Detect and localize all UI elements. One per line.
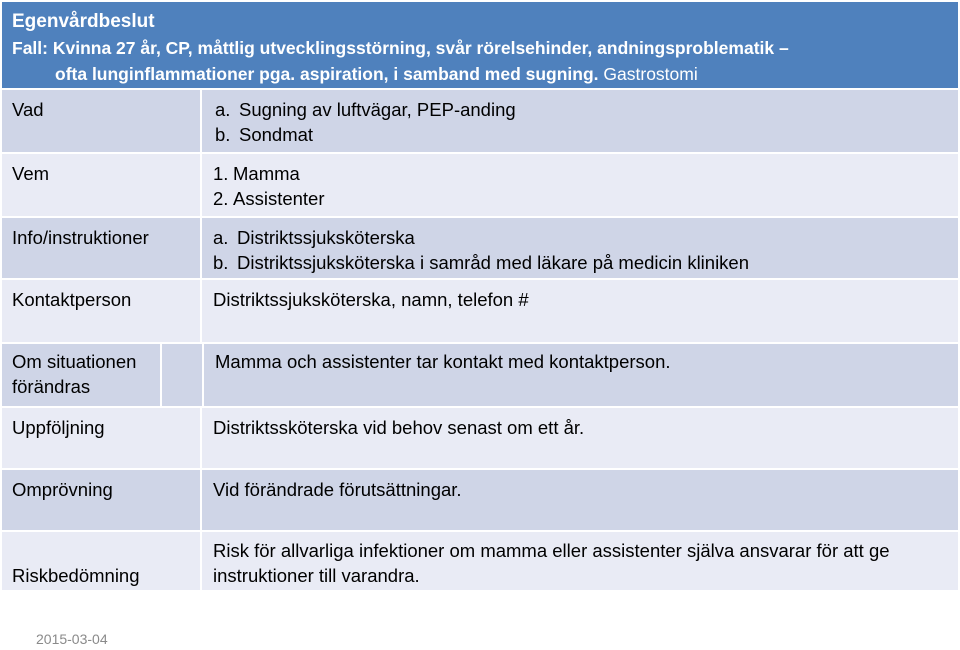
row-label-kontaktperson: Kontaktperson [2,280,202,342]
row-content-info [202,218,958,278]
row-info-instruktioner [2,216,958,278]
row-label-info: Info/instruktioner [2,218,202,278]
case-line-2: ofta lunginflammationer pga. aspiration, i samband med sugning. Gastrostomi [55,64,698,84]
row-label-vem: Vem [2,154,202,216]
row-label-uppfoljning: Uppföljning [2,408,202,468]
row-om-situationen-forandras [2,342,958,406]
row-label-om-situationen: Om situationen förändras [2,344,162,406]
row-uppfoljning [2,406,958,468]
row-content-kontaktperson: Distriktssjuksköterska, namn, telefon # [213,289,529,310]
row-label-vad: Vad [2,90,202,152]
list-item: 2. Assistenter [213,188,325,209]
row-content-om-situationen: Mamma och assistenter tar kontakt med kontaktperson. [202,344,958,406]
list-item: b. Distriktssjuksköterska i samråd med läkare på medicin kliniken [213,252,750,273]
list-item: b. Sondmat [215,124,314,145]
row-content-vem [202,154,958,216]
row-content-omprovning: Vid förändrade förutsättningar. [213,479,462,500]
row-content-riskbedomning: Risk för allvarliga infektioner om mamma eller assistenter själva ansvarar för att ge instruktioner till varandra. [213,540,890,586]
case-line-2-extra: Gastrostomi [603,64,698,84]
list-item: a. Distriktssjuksköterska [213,227,415,248]
row-vem [2,152,958,216]
case-line-1: Fall: Kvinna 27 år, CP, måttlig utvecklingsstörning, svår rörelsehinder, andningsproblematik – [12,38,789,58]
row-label-omprovning: Omprövning [2,470,202,530]
list-item: 1. Mamma [213,163,300,184]
row-content-uppfoljning: Distriktssköterska vid behov senast om ett år. [213,417,585,438]
document-title: Egenvårdbeslut [12,11,155,32]
header-banner [2,2,958,88]
list-item: a. Sugning av luftvägar, PEP-anding [215,99,516,120]
row-kontaktperson [2,278,958,342]
row-label-riskbedomning: Riskbedömning [2,532,202,590]
footer-date: 2015-03-04 [36,631,108,647]
row-omprovning [2,468,958,530]
case-description [12,35,948,87]
row-riskbedomning [2,530,958,590]
row-content-vad [202,90,958,152]
row-vad [2,88,958,152]
